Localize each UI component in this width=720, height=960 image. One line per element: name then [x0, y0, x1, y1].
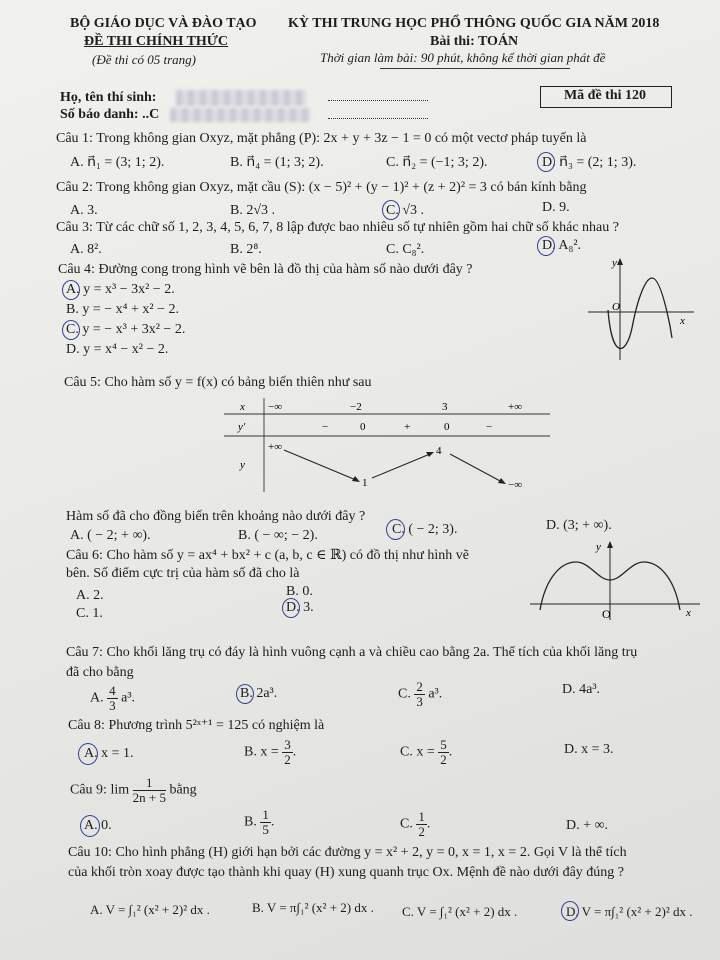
- table-zero1: 0: [360, 421, 366, 433]
- table-sign1: −: [322, 421, 329, 433]
- name-label: Họ, tên thí sinh:: [60, 90, 157, 105]
- q1-option-a: A. n⃗₁ = (3; 1; 2).: [70, 155, 165, 170]
- q9-option-b: B. $\frac{1}{5}$ .: [244, 807, 275, 837]
- q8-answer-mark: [78, 743, 98, 765]
- table-x4: +∞: [508, 401, 523, 413]
- official-label: ĐỀ THI CHÍNH THỨC: [84, 34, 229, 49]
- q1-option-c: C. n⃗₂ = (−1; 3; 2).: [386, 155, 488, 170]
- q7-option-b: B. 2a³.: [240, 686, 278, 701]
- q5-variation-table: [222, 396, 552, 494]
- q7-stem-line1: Câu 7: Cho khối lăng trụ có đáy là hình vuông cạnh a và chiều cao bằng 2a. Thể tích của khối lăng trụ: [66, 645, 638, 660]
- q7-option-c: C. $\frac{2}{3}$ a³.: [398, 679, 443, 709]
- table-x1: −∞: [268, 401, 283, 413]
- q4-option-b: B. y = − x⁴ + x² − 2.: [66, 302, 179, 317]
- q10-option-a: A. V = ∫₁² (x² + 2)² dx .: [90, 902, 210, 917]
- page-count: (Đề thi có 05 trang): [92, 52, 196, 67]
- q6-stem-line2: bên. Số điểm cực trị của hàm số đã cho là: [66, 566, 300, 581]
- q5-option-a: A. ( − 2; + ∞).: [70, 528, 151, 543]
- redacted-name: [176, 90, 306, 106]
- q2-option-b: B. 2√3 .: [230, 203, 276, 218]
- q6-option-b: B. 0.: [286, 584, 313, 599]
- q4-option-c: C. y = − x³ + 3x² − 2.: [66, 322, 186, 337]
- q9-stem: Câu 9: lim $\frac{1}{2n + 5}$ bằng: [70, 775, 197, 805]
- q1-answer-mark: [537, 152, 555, 172]
- q2-option-d: D. 9.: [542, 200, 570, 215]
- q3-option-a: A. 8².: [70, 242, 102, 257]
- q9-answer-mark: [80, 815, 100, 837]
- q9-option-c: C. $\frac{1}{2}$ .: [400, 809, 431, 839]
- q10-option-d: D. V = π∫₁² (x² + 2)² dx .: [566, 904, 693, 919]
- q4-answer-mark-c: [62, 320, 80, 340]
- table-y3: 4: [436, 445, 442, 457]
- q7-option-d: D. 4a³.: [562, 682, 601, 697]
- q5-option-b: B. ( − ∞; − 2).: [238, 528, 318, 543]
- q6-stem-line1: Câu 6: Cho hàm số y = ax⁴ + bx² + c (a, b, c ∈ ℝ) có đồ thị như hình vẽ: [66, 548, 469, 563]
- q6-option-c: C. 1.: [76, 606, 103, 621]
- q4-answer-mark-a: [62, 280, 80, 300]
- table-y4: −∞: [508, 479, 523, 491]
- q6-graph: [528, 536, 704, 622]
- header-rule: [380, 68, 570, 69]
- q5-option-c: C. ( − 2; 3).: [392, 522, 458, 537]
- q5-answer-mark: [386, 519, 405, 540]
- q4-curve: [608, 278, 672, 348]
- redacted-id: [170, 108, 310, 122]
- q4-graph: [586, 256, 698, 362]
- table-y2: 1: [362, 477, 368, 489]
- q3-option-c: C. C₈².: [386, 242, 425, 257]
- q4-stem: Câu 4: Đường cong trong hình vẽ bên là đồ thị của hàm số nào dưới đây ?: [58, 262, 473, 277]
- table-sign2: +: [404, 421, 411, 433]
- q10-option-c: C. V = ∫₁² (x² + 2) dx .: [402, 904, 518, 919]
- q7-stem-line2: đã cho bằng: [66, 665, 134, 680]
- q8-stem: Câu 8: Phương trình 5²ˣ⁺¹ = 125 có nghiệm là: [68, 718, 325, 733]
- q4-origin-label: O: [612, 301, 620, 313]
- q4-x-label: x: [680, 315, 685, 327]
- q4-option-d: D. y = x⁴ − x² − 2.: [66, 342, 169, 357]
- exam-title: KỲ THI TRUNG HỌC PHỔ THÔNG QUỐC GIA NĂM 2018: [288, 16, 660, 31]
- q10-option-b: B. V = π∫₁² (x² + 2) dx .: [252, 900, 374, 915]
- table-zero2: 0: [444, 421, 450, 433]
- q2-option-c: C. √3 .: [386, 203, 425, 218]
- q5-stem: Câu 5: Cho hàm số y = f(x) có bảng biến thiên như sau: [64, 375, 372, 390]
- q4-y-label: y: [612, 257, 617, 269]
- id-dots: [328, 118, 428, 119]
- q7-answer-mark: [236, 684, 254, 704]
- q8-option-d: D. x = 3.: [564, 742, 614, 757]
- q8-option-a: A. x = 1.: [84, 746, 134, 761]
- table-sign3: −: [486, 421, 493, 433]
- table-x3: 3: [442, 401, 448, 413]
- q2-answer-mark: [382, 200, 400, 220]
- q6-x-label: x: [686, 607, 691, 619]
- q5-option-d: D. (3; + ∞).: [546, 518, 612, 533]
- q10-stem-line1: Câu 10: Cho hình phẳng (H) giới hạn bởi các đường y = x² + 2, y = 0, x = 1, x = 2. Gọi V là thể tích: [68, 845, 627, 860]
- q3-option-b: B. 2⁸.: [230, 242, 262, 257]
- name-dots: [328, 100, 428, 101]
- q6-answer-mark: [282, 598, 300, 618]
- exam-code: Mã đề thi 120: [563, 88, 647, 103]
- q1-option-d: D. n⃗₃ = (2; 1; 3).: [542, 155, 637, 170]
- table-y1: +∞: [268, 441, 283, 453]
- q6-option-d: D. 3.: [286, 600, 314, 615]
- q2-option-a: A. 3.: [70, 203, 98, 218]
- q5-question: Hàm số đã cho đồng biến trên khoảng nào dưới đây ?: [66, 509, 366, 524]
- q7-option-a: A. $\frac{4}{3}$ a³.: [90, 683, 136, 713]
- q8-option-b: B. x = $\frac{3}{2}$ .: [244, 737, 297, 767]
- q3-stem: Câu 3: Từ các chữ số 1, 2, 3, 4, 5, 6, 7, 8 lập được bao nhiêu số tự nhiên gồm hai chữ số khác nhau ?: [56, 220, 619, 235]
- id-label: Số báo danh: ..C: [60, 107, 160, 122]
- q10-stem-line2: của khối tròn xoay được tạo thành khi quay (H) xung quanh trục Ox. Mệnh đề nào dưới đây đúng ?: [68, 865, 625, 880]
- table-yp-label: y′: [238, 421, 246, 433]
- q1-stem: Câu 1: Trong không gian Oxyz, mặt phẳng (P): 2x + y + 3z − 1 = 0 có một vectơ pháp tuyến là: [56, 131, 587, 146]
- q9-option-d: D. + ∞.: [566, 818, 608, 833]
- q6-y-label: y: [596, 541, 601, 553]
- ministry-name: BỘ GIÁO DỤC VÀ ĐÀO TẠO: [70, 16, 257, 31]
- subject-label: Bài thi: TOÁN: [430, 34, 519, 49]
- q9-option-a: A. 0.: [84, 818, 112, 833]
- q1-option-b: B. n⃗₄ = (1; 3; 2).: [230, 155, 324, 170]
- q10-answer-mark: [561, 901, 579, 921]
- q3-option-d: D. A₈².: [542, 238, 582, 253]
- q3-answer-mark: [537, 236, 555, 256]
- q4-option-a: A. y = x³ − 3x² − 2.: [66, 282, 175, 297]
- table-x-label: x: [240, 401, 245, 413]
- q6-origin-label: O: [602, 607, 611, 621]
- q2-stem: Câu 2: Trong không gian Oxyz, mặt cầu (S): (x − 5)² + (y − 1)² + (z + 2)² = 3 có bán kính bằng: [56, 180, 587, 195]
- q8-option-c: C. x = $\frac{5}{2}$ .: [400, 737, 453, 767]
- table-x2: −2: [350, 401, 362, 413]
- q6-option-a: A. 2.: [76, 588, 104, 603]
- time-label: Thời gian làm bài: 90 phút, không kể thời gian phát đề: [320, 50, 606, 65]
- table-y-label: y: [240, 459, 245, 471]
